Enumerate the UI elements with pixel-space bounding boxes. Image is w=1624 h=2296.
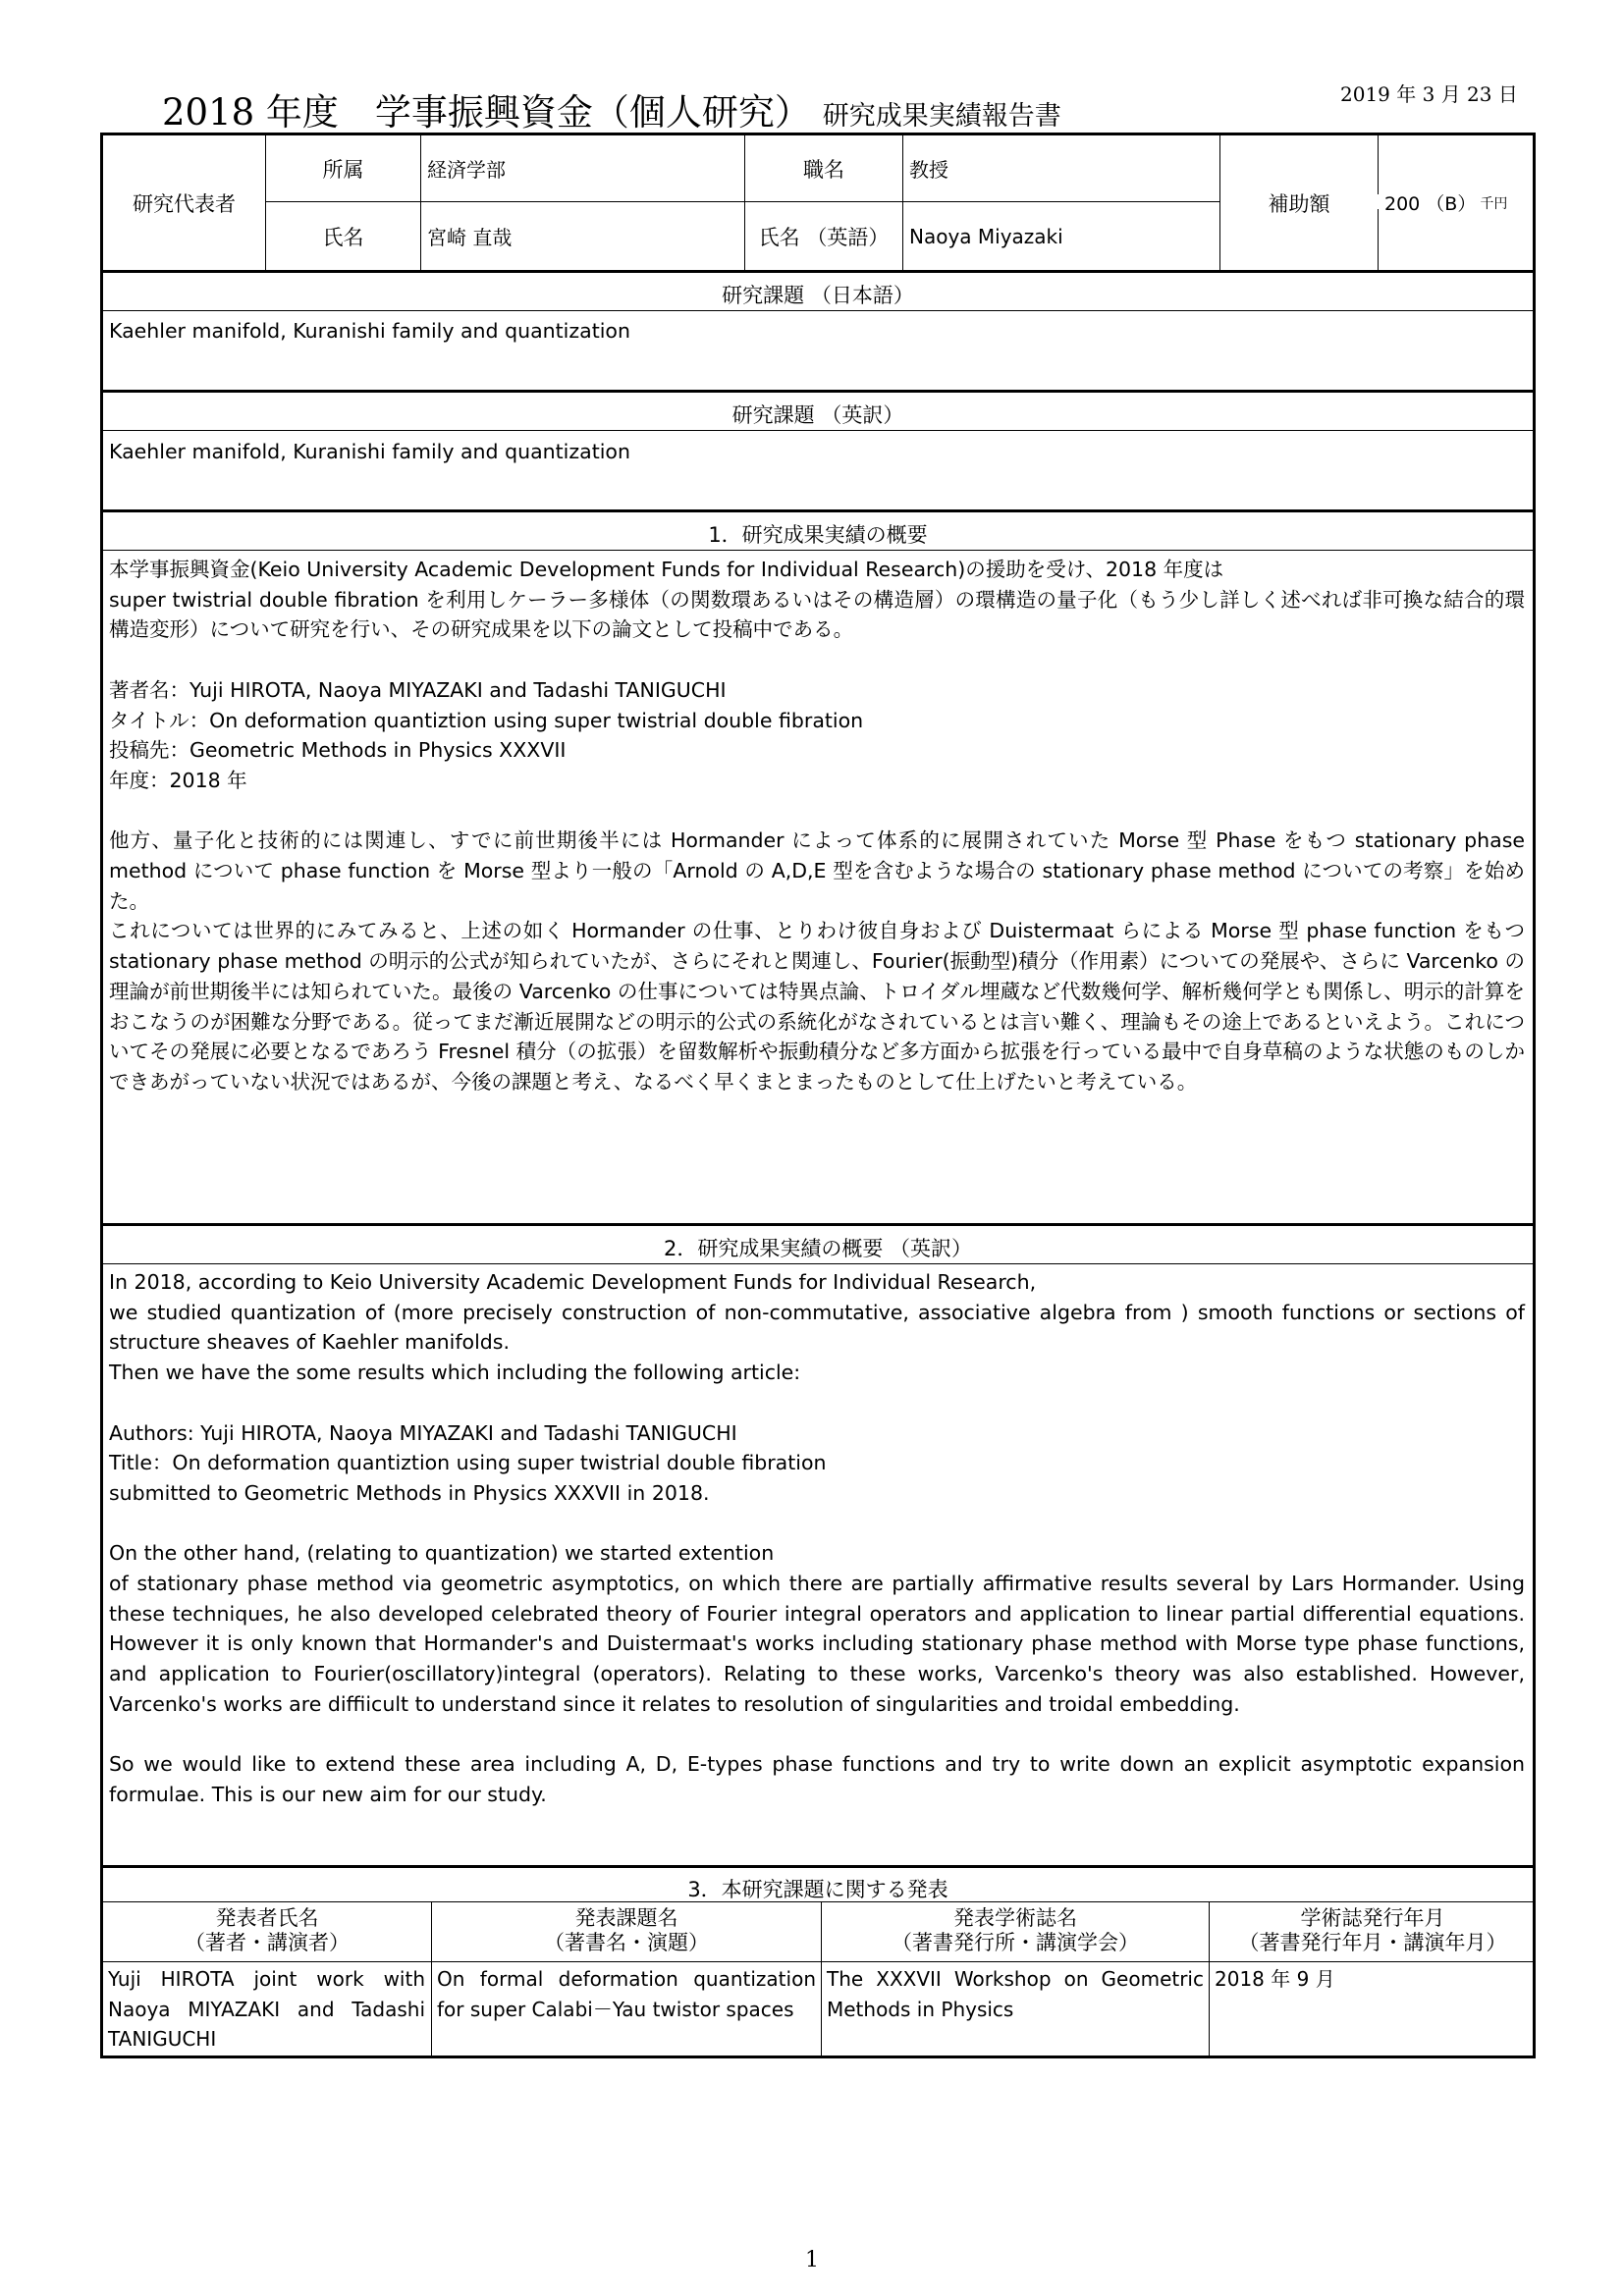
paragraph: 他方、量子化と技術的には関連し、すでに前世期後半には Hormander によって体系的に展開されていた Morse 型 Phase をもつ stationary phase method について phase function を Morse 型より一般の「Arnold の A,D,E 型を含むような場合の stationary phase method についての考察」を始めた。 — [109, 828, 1525, 913]
column-header: 発表課題名 （著書名・演題） — [544, 1906, 709, 1954]
article-year: 年度：2018 年 — [109, 768, 247, 792]
article-author: 著者名：Yuji HIROTA, Naoya MIYAZAKI and Tadashi TANIGUCHI — [109, 677, 727, 702]
paragraph: 本学事振興資金(Keio University Academic Development Funds for Individual Research)の援助を受け、2018 年度は — [109, 558, 1224, 581]
grant-amount: 200 （B） — [1384, 193, 1477, 215]
topic-jp-heading: 研究課題 （日本語） — [722, 284, 914, 307]
grant-value — [1379, 135, 1536, 270]
topic-jp-text: Kaehler manifold, Kuranishi family and quantization — [109, 319, 630, 343]
paragraph: super twistrial double fibration を利用しケーラー多様体（の関数環あるいはその構造層）の環構造の量子化（もう少し詳しく述べれば非可換な結合的環構造変形）について研究を行い、その研究成果を以下の論文として投稿中である。 — [109, 587, 1525, 642]
name-label: 氏名 — [322, 225, 364, 249]
article-venue: 投稿先：Geometric Methods in Physics XXXVII — [109, 738, 567, 763]
summary-jp-body — [109, 555, 1525, 1097]
paragraph: これについては世界的にみてみると、上述の如く Hormander の仕事、とりわけ彼自身および Duistermaat らによる Morse 型 phase function をもつ stationary phase method の明示的公式が知られていたが、さらにそれと関連し、Fourier(振動型)積分（作用素）についての発展や、さらに Varcenko の理論が前世期後半には知られていた。最後の Varcenko の仕事については特異点論、トロイダル埋蔵など代数幾何学、解析幾何学とも関係し、明示的計算をおこなうのが困難な分野である。従ってまだ漸近展開などの明示的公式の系統化がなされているとは言い難く、理論もその途上であるといえよう。これについてその発展に必要となるであろう Fresnel 積分（の拡張）を留数解析や振動積分など多方面から拡張を行っている最中で自身草稿のような状態のものしかできあがっていない状況ではあるが、今後の課題と考え、なるべく早くまとまったものとして仕上げたいと考えている。 — [109, 919, 1525, 1094]
column-header: 発表学術誌名 （著書発行所・講演学会） — [892, 1906, 1139, 1954]
page-title — [162, 82, 1061, 135]
grant-unit: 千円 — [1480, 195, 1508, 212]
article-title: タイトル：On deformation quantiztion using super twistrial double fibration — [109, 708, 864, 732]
paragraph: On the other hand, (relating to quantization) we started extention — [109, 1541, 775, 1566]
affiliation-value: 経済学部 — [427, 158, 506, 182]
paragraph: we studied quantization of (more precisely construction of non-commutative, associative algebra from ) smooth functions or sections of structure sheaves of Kaehler manifolds. — [109, 1300, 1525, 1355]
title-sub: 研究成果実績報告書 — [822, 101, 1061, 132]
column-header: 学術誌発行年月 （著書発行年月・講演年月） — [1238, 1906, 1507, 1954]
table-cell-venue: The XXXVII Workshop on Geometric Methods in Physics — [827, 1967, 1204, 2021]
name-en-label: 氏名 （英語） — [758, 225, 890, 249]
name-en-value: Naoya Miyazaki — [909, 224, 1063, 248]
paragraph: of stationary phase method via geometric asymptotics, on which there are partially affirmative results several by Lars Hormander. Using these techniques, he also developed celebrated theory of Fourier integral operators and application to linear partial differential equations. However it is only known that Hormander's and Duistermaat's works including stationary phase method with Morse type phase functions, and application to Fourier(oscillatory)integral (operators). Relating to these works, Varcenko's theory was also established. However, Varcenko's works are diffiicult to understand since it relates to resolution of singularities and troidal embedding. — [109, 1572, 1525, 1716]
grant-label: 補助額 — [1268, 191, 1330, 216]
name-value: 宮崎 直哉 — [427, 226, 513, 249]
paragraph: So we would like to extend these area including A, D, E-types phase functions and try to write down an explicit asymptotic expansion formulae. This is our new aim for our study. — [109, 1752, 1525, 1806]
report-form — [100, 133, 1536, 2058]
table-cell-topic: On formal deformation quantization for super Calabi－Yau twistor spaces — [437, 1967, 816, 2021]
article-authors: Authors: Yuji HIROTA, Naoya MIYAZAKI and Tadashi TANIGUCHI — [109, 1420, 737, 1445]
position-value: 教授 — [909, 158, 948, 182]
table-cell-presenter: Yuji HIROTA joint work with Naoya MIYAZAKI and Tadashi TANIGUCHI — [108, 1967, 425, 2051]
report-date: 2019 年 3 月 23 日 — [1340, 82, 1518, 106]
article-title: Title：On deformation quantiztion using super twistrial double fibration — [109, 1451, 827, 1475]
paragraph: Then we have the some results which including the following article: — [109, 1361, 801, 1385]
paragraph: In 2018, according to Keio University Academic Development Funds for Individual Research, — [109, 1270, 1037, 1294]
position-label: 職名 — [803, 157, 844, 182]
column-header: 発表者氏名 （著者・講演者） — [185, 1906, 350, 1954]
title-main: 2018 年度 学事振興資金（個人研究） — [162, 91, 811, 133]
representative-label: 研究代表者 — [133, 191, 236, 216]
topic-en-heading: 研究課題 （英訳） — [731, 403, 904, 427]
table-cell-date: 2018 年 9 月 — [1215, 1967, 1335, 1991]
affiliation-label: 所属 — [322, 157, 364, 182]
article-submitted: submitted to Geometric Methods in Physics XXXVII in 2018. — [109, 1480, 710, 1505]
summary-jp-heading: 1．研究成果実績の概要 — [708, 523, 928, 547]
presentations-heading: 3．本研究課題に関する発表 — [687, 1878, 948, 1901]
summary-en-body — [109, 1267, 1525, 1810]
summary-en-heading: 2．研究成果実績の概要 （英訳） — [663, 1237, 973, 1260]
topic-en-text: Kaehler manifold, Kuranishi family and quantization — [109, 440, 630, 463]
page-number: 1 — [805, 2248, 819, 2272]
